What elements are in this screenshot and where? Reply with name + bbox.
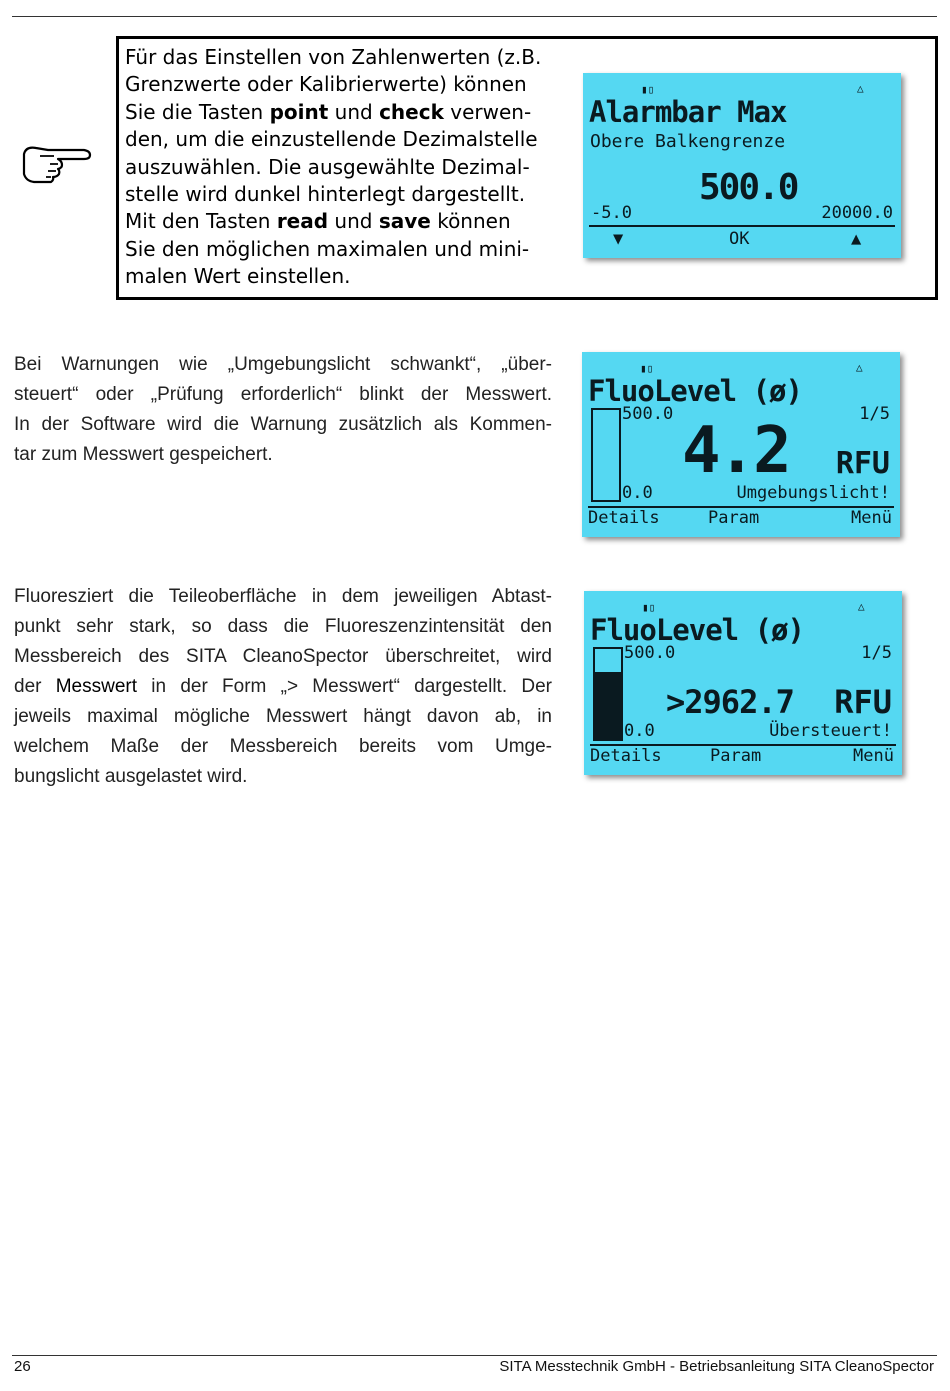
key-name: check bbox=[379, 99, 444, 124]
text-line: Bei Warnungen wie „Umgebungslicht schwankt“, „über- bbox=[14, 354, 552, 375]
note-line: den, um die einzustellende Dezimalstelle bbox=[125, 127, 538, 152]
text-line: In der Software wird die Warnung zusätzlich als Kommen- bbox=[14, 414, 552, 435]
battery-icon: ▮▯ bbox=[640, 362, 654, 375]
note-line: Sie die Tasten point und check verwen- bbox=[125, 99, 532, 124]
lcd-display-fluolevel bbox=[582, 352, 900, 537]
lcd-value: >2962.7 bbox=[666, 683, 794, 721]
warning-text: Umgebungslicht! bbox=[736, 483, 890, 503]
lcd-unit: RFU bbox=[835, 446, 890, 481]
battery-icon: ▮▯ bbox=[641, 83, 655, 96]
lcd-min-value: -5.0 bbox=[591, 203, 632, 223]
lcd-unit: RFU bbox=[834, 683, 892, 721]
note-text bbox=[125, 44, 565, 291]
text-line: Messbereich des SITA CleanoSpector überschreitet, wird bbox=[14, 646, 552, 667]
battery-icon: ▮▯ bbox=[642, 601, 656, 614]
paragraph-warnings bbox=[14, 350, 552, 470]
softkey-menu[interactable]: Menü bbox=[853, 746, 894, 766]
paragraph-overload bbox=[14, 582, 552, 792]
footer-rule bbox=[12, 1355, 937, 1356]
key-name: point bbox=[269, 99, 329, 124]
warning-triangle-icon: △ bbox=[857, 82, 864, 95]
text-line: welchem Maße der Messbereich bereits vom Umge- bbox=[14, 736, 552, 757]
text-line: tar zum Messwert gespeichert. bbox=[14, 444, 273, 465]
warning-triangle-icon: △ bbox=[858, 600, 865, 613]
lcd-value: 4.2 bbox=[682, 414, 789, 488]
lcd-display-alarmbar bbox=[583, 73, 901, 258]
level-bar-fill bbox=[595, 672, 621, 740]
warning-triangle-icon: △ bbox=[856, 361, 863, 374]
key-name: save bbox=[378, 209, 431, 234]
footer-title: SITA Messtechnik GmbH - Betriebsanleitung SITA CleanoSpector bbox=[499, 1358, 934, 1375]
page-indicator: 1/5 bbox=[861, 643, 892, 663]
key-name: read bbox=[276, 209, 329, 234]
softkey-param[interactable]: Param bbox=[710, 746, 762, 766]
bar-min-label: 0.0 bbox=[622, 483, 653, 503]
lcd-ok-button[interactable]: OK bbox=[729, 229, 750, 249]
bar-max-label: 500.0 bbox=[624, 643, 676, 663]
note-line: Mit den Tasten read und save können bbox=[125, 209, 511, 234]
note-line: Sie den möglichen maximalen und mini- bbox=[125, 236, 530, 261]
softkey-details[interactable]: Details bbox=[588, 508, 660, 528]
page-indicator: 1/5 bbox=[859, 404, 890, 424]
softkey-details[interactable]: Details bbox=[590, 746, 662, 766]
lcd-title: Alarmbar Max bbox=[589, 95, 787, 129]
lcd-display-fluolevel-overload bbox=[584, 591, 902, 775]
lcd-value: 500.0 bbox=[699, 167, 798, 208]
level-bar bbox=[591, 408, 621, 502]
down-arrow-icon[interactable]: ▼ bbox=[613, 229, 624, 249]
up-arrow-icon[interactable]: ▲ bbox=[851, 229, 862, 249]
softkey-menu[interactable]: Menü bbox=[851, 508, 892, 528]
text-line: Fluoresziert die Teileoberfläche in dem jeweiligen Abtast- bbox=[14, 586, 552, 607]
text-line: steuert“ oder „Prüfung erforderlich“ blinkt der Messwert. bbox=[14, 384, 552, 405]
note-line: stelle wird dunkel hinterlegt dargestellt. bbox=[125, 182, 526, 207]
header-rule bbox=[12, 16, 937, 17]
emphasis: Messwert bbox=[55, 676, 138, 697]
lcd-title: FluoLevel (ø) bbox=[590, 613, 804, 647]
pointing-hand-icon bbox=[20, 140, 92, 184]
page-number: 26 bbox=[14, 1358, 31, 1375]
text-line: der Messwert in der Form „> Messwert“ dargestellt. Der bbox=[14, 676, 552, 697]
bar-min-label: 0.0 bbox=[624, 721, 655, 741]
note-line: malen Wert einstellen. bbox=[125, 264, 351, 289]
text-line: jeweils maximal mögliche Messwert hängt davon ab, in bbox=[14, 706, 552, 727]
text-line: bungslicht ausgelastet wird. bbox=[14, 766, 248, 787]
lcd-max-value: 20000.0 bbox=[821, 203, 893, 223]
lcd-title: FluoLevel (ø) bbox=[588, 374, 802, 408]
text-line: punkt sehr stark, so dass die Fluoreszenzintensität den bbox=[14, 616, 552, 637]
lcd-divider bbox=[589, 225, 895, 227]
softkey-param[interactable]: Param bbox=[708, 508, 760, 528]
level-bar bbox=[593, 647, 623, 741]
note-line: auszuwählen. Die ausgewählte Dezimal- bbox=[125, 154, 530, 179]
warning-text: Übersteuert! bbox=[769, 721, 892, 741]
lcd-subtitle: Obere Balkengrenze bbox=[590, 131, 786, 152]
note-line: Grenzwerte oder Kalibrierwerte) können bbox=[125, 72, 527, 97]
note-line: Für das Einstellen von Zahlenwerten (z.B. bbox=[125, 45, 542, 69]
bar-max-label: 500.0 bbox=[622, 404, 674, 424]
